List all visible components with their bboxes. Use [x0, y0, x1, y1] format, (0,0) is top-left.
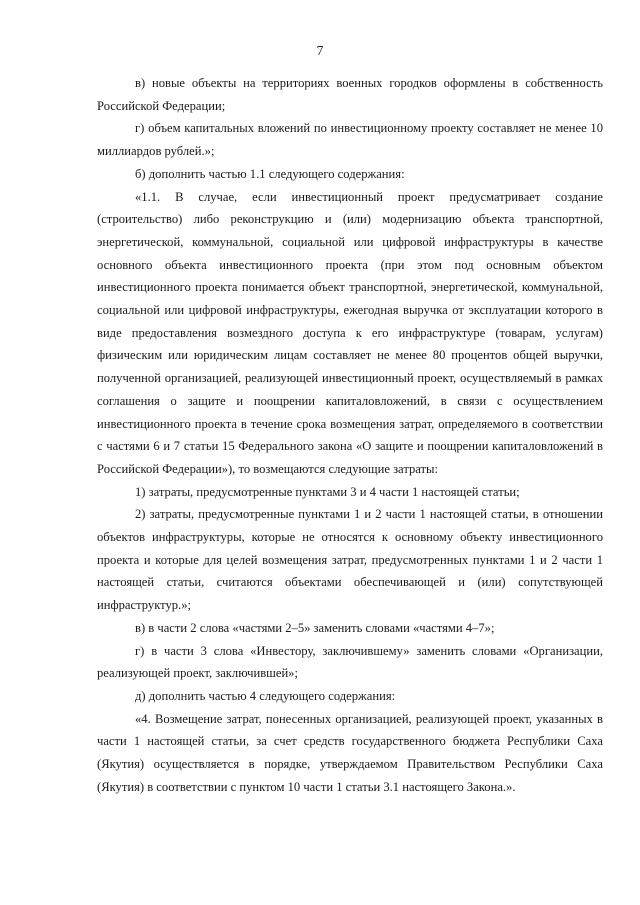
paragraph-d-add-part-4: д) дополнить частью 4 следующего содержания: [135, 688, 396, 703]
paragraph-item-1: 1) затраты, предусмотренные пунктами 3 и 4 части 1 настоящей статьи; [135, 484, 520, 499]
paragraph-item-2: 2) затраты, предусмотренные пунктами 1 и 2 части 1 настоящей статьи, в отношении объектов инфраструктуры, которые не относятся к основному объекту инвестиционного проекта и которые для целей возмещения затрат, предусмотренных пунктами 1 и 2 части 1 настоящей статьи, считаются объектами обеспечивающей и (или) сопутствующей инфраструктур.»; [97, 507, 603, 613]
paragraph-v-military-towns: в) новые объекты на территориях военных городков оформлены в собственность Российской Федерации; [97, 76, 603, 113]
page-number: 7 [316, 43, 324, 58]
paragraph-b-add-part-1-1: б) дополнить частью 1.1 следующего содержания: [135, 166, 405, 181]
document-body [97, 72, 603, 799]
paragraph-part-4-text: «4. Возмещение затрат, понесенных организацией, реализующей проект, указанных в части 1 настоящей статьи, за счет средств государственного бюджета Республики Саха (Якутия) осуществляется в порядке, утверждаемом Правительством Республики Саха (Якутия) в соответствии с пунктом 10 части 1 статьи 3.1 настоящего Закона.». [97, 711, 603, 794]
paragraph-g-part-3: г) в части 3 слова «Инвестору, заключившему» заменить словами «Организации, реализующей проект, заключившей»; [97, 643, 603, 681]
paragraph-v-part-2: в) в части 2 слова «частями 2–5» заменить словами «частями 4–7»; [135, 620, 495, 635]
paragraph-part-1-1-text: «1.1. В случае, если инвестиционный проект предусматривает создание (строительство) либо реконструкцию и (или) модернизацию объекта транспортной, энергетической, коммунальной, социальной или цифровой инфраструктуры в качестве основного объекта инвестиционного проекта (при этом под основным объектом инвестиционного проекта понимается объект транспортной, энергетической, коммунальной, социальной или цифровой инфраструктуры, ежегодная выручка от эксплуатации которого в виде предоставления возмездного доступа к его инфраструктуре (товарам, услугам) физическим или юридическим лицам составляет не менее 80 процентов общей выручки, полученной организацией, реализующей инвестиционный проект, осуществляемый в рамках соглашения о защите и поощрении капиталовложений, в связи с осуществлением инвестиционного проекта в течение срока возмещения затрат, определяемого в соответствии с частями 6 и 7 статьи 15 Федерального закона «О защите и поощрении капиталовложений в Российской Федерации»), то возмещаются следующие затраты: [97, 189, 603, 476]
paragraph-g-capital-investment: г) объем капитальных вложений по инвестиционному проекту составляет не менее 10 миллиардов рублей.»; [97, 121, 603, 159]
